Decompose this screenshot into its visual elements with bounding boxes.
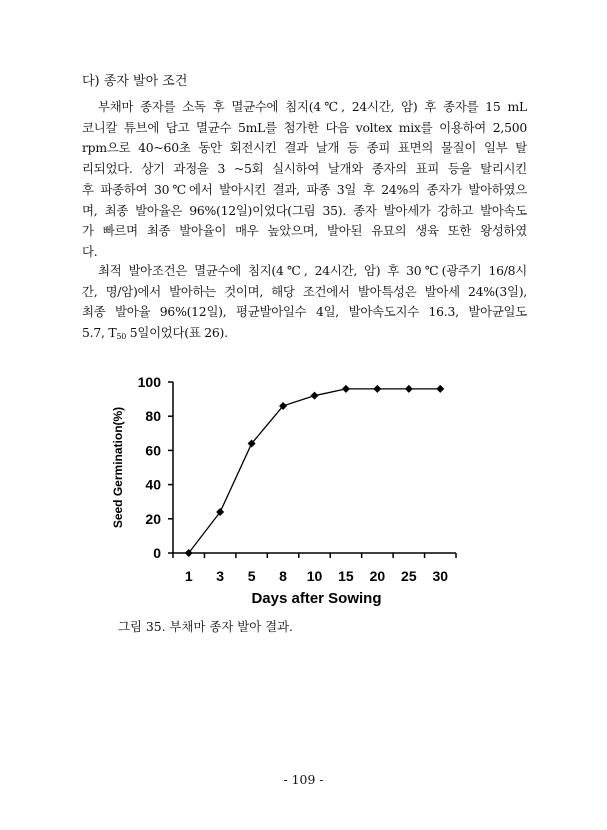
x-tick-label: 3 xyxy=(216,568,225,584)
x-tick-label: 10 xyxy=(306,568,323,584)
subscript: 50 xyxy=(116,332,127,342)
page-number: - 109 - xyxy=(283,772,324,787)
x-tick-label: 15 xyxy=(338,568,354,584)
text-line: 최종 발아율 96%(12일), 평균발아일수 4일, 발아속도지수 16.3, 발아균일도 xyxy=(82,304,527,320)
x-tick-label: 5 xyxy=(247,568,256,584)
x-axis-title: Days after Sowing xyxy=(251,590,382,607)
x-tick-label: 8 xyxy=(279,568,287,584)
y-axis-title: Seed Germination(%) xyxy=(111,406,125,529)
data-point-marker xyxy=(311,392,319,400)
figure-caption: 그림 35. 부채마 종자 발아 결과. xyxy=(118,619,293,634)
text-line: 다. xyxy=(82,243,98,259)
text-line: 며, 최종 발아율은 96%(12일)이었다(그림 35). 종자 발아세가 강하고 발아속도 xyxy=(82,202,527,218)
paragraph-optimal-conditions xyxy=(82,261,527,348)
text-line: 가 빠르며 최종 발아율이 매우 높았으며, 발아된 유묘의 생육 또한 왕성하였 xyxy=(82,223,527,239)
text-fragment: 5.7, T xyxy=(82,325,117,341)
text-line: rpm으로 40~60초 동안 회전시킨 결과 날개 등 종피 표면의 물질이 일부 탈 xyxy=(82,140,527,156)
paragraph-seed-treatment xyxy=(82,97,527,263)
x-tick-label: 25 xyxy=(401,568,417,584)
text-fragment: 5일이었다(표 26). xyxy=(126,325,228,341)
y-tick-label: 60 xyxy=(145,442,161,459)
data-point-marker xyxy=(373,385,381,393)
data-point-marker xyxy=(342,385,350,393)
text-line: 후 파종하여 30℃에서 발아시킨 결과, 파종 3일 후 24%의 종자가 발아하였으 xyxy=(82,181,527,197)
text-line: 최적 발아조건은 멸균수에 침지(4℃, 24시간, 암) 후 30℃(광주기 16/8시 xyxy=(98,263,527,278)
y-tick-label: 40 xyxy=(145,476,161,493)
y-tick-label: 80 xyxy=(145,408,161,425)
data-point-marker xyxy=(405,385,413,393)
x-tick-label: 30 xyxy=(432,568,449,584)
y-tick-label: 0 xyxy=(153,545,161,561)
x-tick-label: 1 xyxy=(184,568,193,584)
section-heading: 다) 종자 발아 조건 xyxy=(82,74,188,89)
data-point-marker xyxy=(436,385,444,393)
text-line: 간, 명/암)에서 발아하는 것이며, 해당 조건에서 발아특성은 발아세 24%(3일), xyxy=(82,283,527,299)
text-line: 리되었다. 상기 과정을 3 ~5회 실시하여 날개와 종자의 표피 등을 탈리시킨 xyxy=(82,161,527,177)
text-line: 코니칼 튜브에 담고 멸균수 5mL를 첨가한 다음 voltex mix를 이용하여 2,500 xyxy=(82,119,527,135)
x-tick-label: 20 xyxy=(369,568,386,584)
series-line xyxy=(189,389,441,553)
text-line-last xyxy=(82,323,527,348)
y-tick-label: 20 xyxy=(145,510,161,527)
germination-chart-svg xyxy=(108,370,468,610)
y-tick-label: 100 xyxy=(137,374,161,390)
text-line: 부채마 종자를 소독 후 멸균수에 침지(4℃, 24시간, 암) 후 종자를 15 mL xyxy=(98,99,527,114)
germination-chart xyxy=(108,370,468,610)
